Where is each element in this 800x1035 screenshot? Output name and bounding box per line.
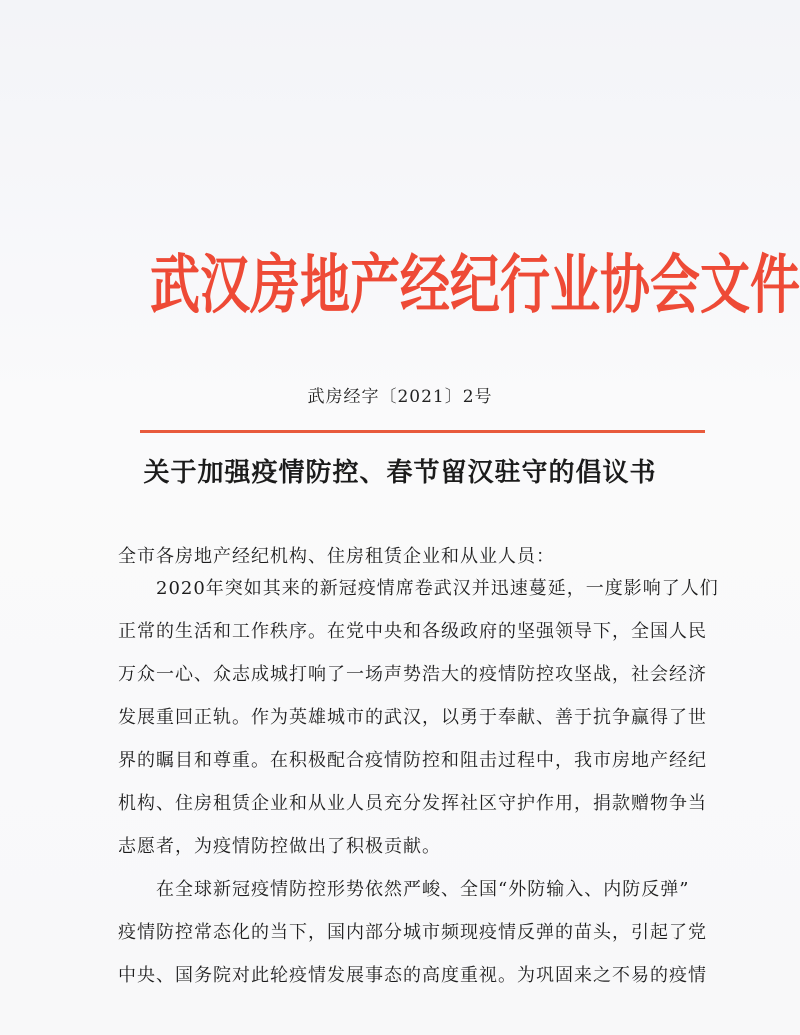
body-line: 机构、住房租赁企业和从业人员充分发挥社区守护作用，捐款赠物争当 bbox=[118, 793, 707, 814]
body-line: 在全球新冠疫情防控形势依然严峻、全国“外防输入、内防反弹” bbox=[118, 879, 690, 900]
salutation: 全市各房地产经纪机构、住房租赁企业和从业人员： bbox=[118, 546, 555, 567]
document-title: 关于加强疫情防控、春节留汉驻守的倡议书 bbox=[143, 458, 657, 488]
body-line: 志愿者，为疫情防控做出了积极贡献。 bbox=[118, 836, 441, 857]
issuer-header-title: 武汉房地产经纪行业协会文件 bbox=[150, 248, 800, 323]
body-line: 疫情防控常态化的当下，国内部分城市频现疫情反弹的苗头，引起了党 bbox=[118, 922, 707, 943]
body-line: 中央、国务院对此轮疫情发展事态的高度重视。为巩固来之不易的疫情 bbox=[118, 965, 707, 986]
body-line: 2020年突如其来的新冠疫情席卷武汉并迅速蔓延，一度影响了人们 bbox=[118, 578, 719, 599]
red-divider-line bbox=[140, 430, 705, 433]
body-line: 万众一心、众志成城打响了一场声势浩大的疫情防控攻坚战，社会经济 bbox=[118, 664, 707, 685]
body-line: 正常的生活和工作秩序。在党中央和各级政府的坚强领导下，全国人民 bbox=[118, 621, 707, 642]
document-number: 武房经字〔2021〕2号 bbox=[307, 387, 493, 407]
body-line: 发展重回正轨。作为英雄城市的武汉，以勇于奉献、善于抗争赢得了世 bbox=[118, 707, 707, 728]
body-line: 界的瞩目和尊重。在积极配合疫情防控和阻击过程中，我市房地产经纪 bbox=[118, 750, 707, 771]
